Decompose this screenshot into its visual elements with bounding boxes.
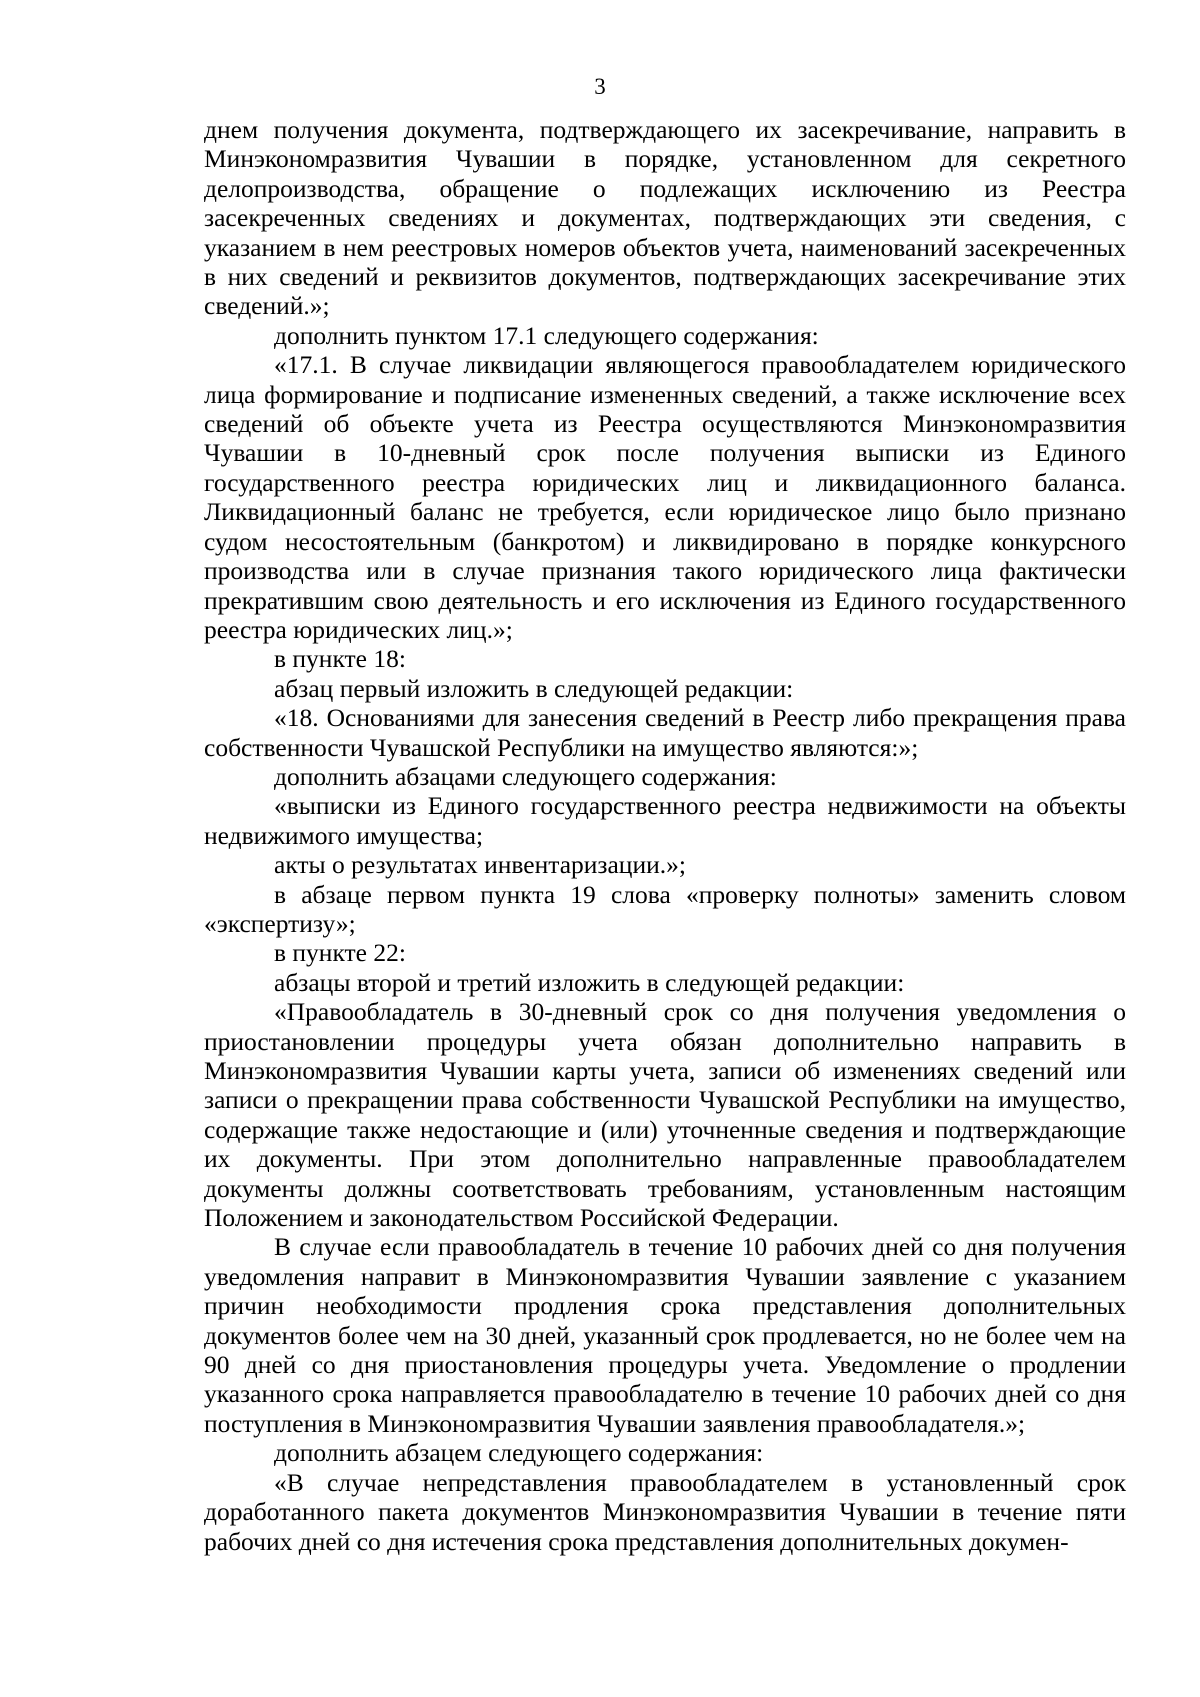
- paragraph: дополнить абзацем следующего содержания:: [274, 1438, 764, 1468]
- paragraph: дополнить абзацами следующего содержания:: [274, 761, 777, 791]
- paragraph: дополнить пунктом 17.1 следующего содержания:: [274, 320, 819, 350]
- paragraph: в пункте 22:: [274, 938, 406, 968]
- page-number: 3: [594, 74, 606, 99]
- paragraph: «18. Основаниями для занесения сведений в Реестр либо прекращения права собственности Чувашской Республики на имущество являются:»;: [204, 703, 1126, 762]
- paragraph: «выписки из Единого государственного реестра недвижимости на объекты недвижимого имущества;: [204, 791, 1126, 850]
- paragraph: абзацы второй и третий изложить в следующей редакции:: [274, 967, 905, 997]
- paragraph: абзац первый изложить в следующей редакции:: [274, 673, 794, 703]
- paragraph: в пункте 18:: [274, 644, 406, 674]
- paragraph: «В случае непредставления правообладателем в установленный срок доработанного пакета документов Минэкономразвития Чувашии в течение пяти рабочих дней со дня истечения срока представления дополнительных докумен-: [204, 1467, 1126, 1556]
- paragraph: «Правообладатель в 30-дневный срок со дня получения уведомления о приостановлении процедуры учета обязан дополнительно направить в Минэкономразвития Чувашии карты учета, записи об изменениях сведений или записи о прекращении права собственности Чувашской Республики на имущество, содержащие также недостающие и (или) уточненные сведения и подтверждающие их документы. При этом дополнительно направленные правообладателем документы должны соответствовать требованиям, установленным настоящим Положением и законодательством Российской Федерации.: [204, 997, 1126, 1233]
- paragraph: акты о результатах инвентаризации.»;: [274, 850, 686, 880]
- paragraph: В случае если правообладатель в течение 10 рабочих дней со дня получения уведомления направит в Минэкономразвития Чувашии заявление с указанием причин необходимости продления срока представления дополнительных документов более чем на 30 дней, указанный срок продлевается, но не более чем на 90 дней со дня приостановления процедуры учета. Уведомление о продлении указанного срока направляется правообладателю в течение 10 рабочих дней со дня поступления в Минэкономразвития Чувашии заявления правообладателя.»;: [204, 1232, 1126, 1438]
- paragraph: в абзаце первом пункта 19 слова «проверку полноты» заменить словом «экспертизу»;: [204, 879, 1126, 938]
- document-body: [204, 115, 1126, 1556]
- paragraph: «17.1. В случае ликвидации являющегося правообладателем юридического лица формирование и подписание измененных сведений, а также исключение всех сведений об объекте учета из Реестра осуществляются Минэкономразвития Чувашии в 10-дневный срок после получения выписки из Единого государственного реестра юридических лиц и ликвидационного баланса. Ликвидационный баланс не требуется, если юридическое лицо было признано судом несостоятельным (банкротом) и ликвидировано в порядке конкурсного производства или в случае признания такого юридического лица фактически прекратившим свою деятельность и его исключения из Единого государственного реестра юридических лиц.»;: [204, 350, 1126, 644]
- paragraph-continuation: днем получения документа, подтверждающего их засекречивание, направить в Минэкономразвития Чувашии в порядке, установленном для секретного делопроизводства, обращение о подлежащих исключению из Реестра засекреченных сведениях и документах, подтверждающих эти сведения, с указанием в нем реестровых номеров объектов учета, наименований засекреченных в них сведений и реквизитов документов, подтверждающих засекречивание этих сведений.»;: [204, 115, 1126, 321]
